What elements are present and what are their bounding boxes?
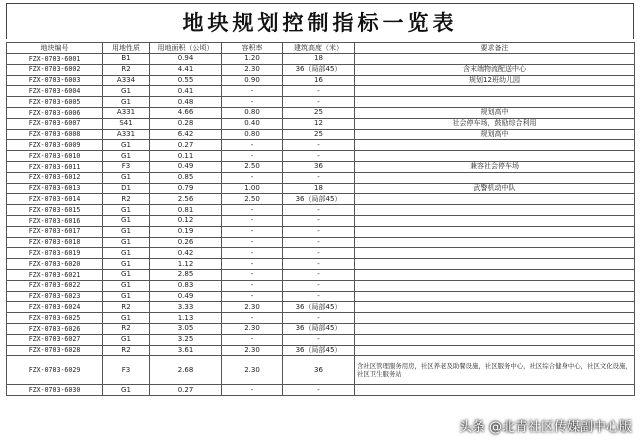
cell-land-use: G1 [103,269,150,280]
cell-area: 3.05 [150,323,222,334]
table-row [7,64,635,75]
cell-height: - [283,172,355,183]
cell-far: 2.30 [222,302,283,313]
table-row [7,385,635,396]
cell-note [355,302,635,313]
cell-far: - [222,226,283,237]
cell-code: FZX-0703-6008 [7,129,103,140]
cell-note [355,313,635,324]
table-row [7,215,635,226]
cell-far: - [222,86,283,97]
cell-land-use: R2 [103,302,150,313]
cell-code: FZX-0703-6025 [7,313,103,324]
cell-note [355,259,635,270]
cell-code: FZX-0703-6023 [7,291,103,302]
cell-height: - [283,248,355,259]
cell-land-use: G1 [103,291,150,302]
cell-height: - [283,313,355,324]
cell-code: FZX-0703-6007 [7,118,103,129]
cell-far: - [222,172,283,183]
table-row [7,302,635,313]
cell-note [355,291,635,302]
cell-height: 12 [283,118,355,129]
table-row [7,291,635,302]
cell-note [355,97,635,108]
table-header-row [7,43,635,54]
cell-area: 2.68 [150,356,222,385]
cell-area: 0.79 [150,183,222,194]
cell-land-use: G1 [103,205,150,216]
table-row [7,313,635,324]
cell-far: - [222,334,283,345]
cell-code: FZX-0703-6022 [7,280,103,291]
cell-far: 2.50 [222,194,283,205]
cell-code: FZX-0703-6005 [7,97,103,108]
cell-code: FZX-0703-6013 [7,183,103,194]
table-row [7,334,635,345]
col-header-area: 用地面积（公顷） [150,43,222,54]
cell-note [355,205,635,216]
cell-area: 0.11 [150,151,222,162]
cell-note [355,226,635,237]
cell-height: - [283,334,355,345]
table-row [7,97,635,108]
cell-height: 18 [283,54,355,65]
table-row [7,172,635,183]
cell-code: FZX-0703-6020 [7,259,103,270]
cell-far: - [222,269,283,280]
cell-far: - [222,248,283,259]
cell-land-use: R2 [103,323,150,334]
cell-area: 0.27 [150,385,222,396]
cell-land-use: G1 [103,313,150,324]
cell-note: 社会停车场，鼓励综合利用 [355,118,635,129]
cell-area: 0.55 [150,75,222,86]
cell-land-use: G1 [103,248,150,259]
table-row [7,345,635,356]
cell-note [355,54,635,65]
cell-note: 规划12班幼儿园 [355,75,635,86]
cell-area: 4.66 [150,107,222,118]
cell-code: FZX-0703-6011 [7,161,103,172]
cell-code: FZX-0703-6006 [7,107,103,118]
cell-note [355,237,635,248]
cell-note [355,323,635,334]
cell-code: FZX-0703-6003 [7,75,103,86]
cell-note [355,86,635,97]
cell-code: FZX-0703-6012 [7,172,103,183]
cell-land-use: G1 [103,97,150,108]
cell-code: FZX-0703-6021 [7,269,103,280]
cell-area: 0.19 [150,226,222,237]
cell-far: - [222,140,283,151]
cell-height: - [283,226,355,237]
col-header-height: 建筑高度（米） [283,43,355,54]
watermark: 头条 @北青社区传媒副中心版 [458,420,632,435]
cell-area: 0.26 [150,237,222,248]
cell-code: FZX-0703-6019 [7,248,103,259]
cell-height: 18 [283,183,355,194]
cell-land-use: D1 [103,183,150,194]
table-row [7,161,635,172]
cell-note: 含社区管理服务用房，社区养老及助餐设施，社区服务中心，社区综合健身中心，社区文化设施，社区卫生服务站 [355,356,635,385]
table-row [7,183,635,194]
cell-land-use: G1 [103,334,150,345]
cell-height: - [283,215,355,226]
cell-code: FZX-0703-6009 [7,140,103,151]
cell-area: 0.42 [150,248,222,259]
cell-note [355,215,635,226]
cell-far: 2.30 [222,323,283,334]
cell-land-use: B1 [103,54,150,65]
cell-area: 0.12 [150,215,222,226]
cell-land-use: S41 [103,118,150,129]
cell-far: - [222,151,283,162]
cell-height: 36（局部45） [283,323,355,334]
cell-far: - [222,291,283,302]
cell-far: 2.30 [222,64,283,75]
table-row [7,54,635,65]
table-row [7,107,635,118]
cell-far: - [222,97,283,108]
cell-code: FZX-0703-6015 [7,205,103,216]
table-row [7,86,635,97]
cell-area: 0.49 [150,161,222,172]
cell-area: 0.28 [150,118,222,129]
cell-height: - [283,291,355,302]
cell-code: FZX-0703-6027 [7,334,103,345]
cell-far: 2.50 [222,161,283,172]
cell-far: 1.00 [222,183,283,194]
cell-height: 36（局部45） [283,64,355,75]
cell-area: 0.94 [150,54,222,65]
cell-area: 2.85 [150,269,222,280]
cell-far: 0.80 [222,107,283,118]
cell-far: 0.90 [222,75,283,86]
cell-note: 规划高中 [355,129,635,140]
cell-area: 3.33 [150,302,222,313]
cell-land-use: G1 [103,237,150,248]
cell-height: 25 [283,107,355,118]
col-header-code: 地块编号 [7,43,103,54]
cell-far: 1.20 [222,54,283,65]
cell-land-use: F3 [103,161,150,172]
cell-far: 0.40 [222,118,283,129]
cell-area: 0.83 [150,280,222,291]
cell-far: 2.30 [222,356,283,385]
cell-height: - [283,97,355,108]
cell-note [355,248,635,259]
cell-land-use: G1 [103,172,150,183]
cell-code: FZX-0703-6029 [7,356,103,385]
col-header-note: 要求备注 [355,43,635,54]
cell-code: FZX-0703-6014 [7,194,103,205]
cell-code: FZX-0703-6024 [7,302,103,313]
cell-area: 0.27 [150,140,222,151]
col-header-far: 容积率 [222,43,283,54]
cell-far: - [222,385,283,396]
cell-area: 0.41 [150,86,222,97]
table-row [7,140,635,151]
cell-area: 3.25 [150,334,222,345]
title-band [6,3,634,39]
cell-code: FZX-0703-6010 [7,151,103,162]
cell-land-use: A331 [103,107,150,118]
cell-note: 含末端物流配送中心 [355,64,635,75]
table-row [7,259,635,270]
cell-area: 6.42 [150,129,222,140]
cell-code: FZX-0703-6016 [7,215,103,226]
cell-height: - [283,259,355,270]
cell-height: - [283,280,355,291]
table-row [7,118,635,129]
cell-height: 36 [283,161,355,172]
cell-far: - [222,280,283,291]
cell-area: 4.41 [150,64,222,75]
cell-height: - [283,237,355,248]
cell-note: 武警机动中队 [355,183,635,194]
cell-land-use: G1 [103,259,150,270]
cell-area: 1.13 [150,313,222,324]
cell-area: 0.85 [150,172,222,183]
cell-height: - [283,205,355,216]
cell-area: 2.56 [150,194,222,205]
cell-height: 16 [283,75,355,86]
cell-far: - [222,259,283,270]
cell-area: 0.81 [150,205,222,216]
cell-height: - [283,385,355,396]
cell-note [355,172,635,183]
cell-land-use: G1 [103,140,150,151]
table-row [7,194,635,205]
cell-area: 0.48 [150,97,222,108]
cell-note [355,345,635,356]
table-row [7,75,635,86]
table-row [7,151,635,162]
cell-area: 3.61 [150,345,222,356]
cell-code: FZX-0703-6028 [7,345,103,356]
cell-note [355,385,635,396]
cell-code: FZX-0703-6026 [7,323,103,334]
cell-height: - [283,151,355,162]
cell-note [355,194,635,205]
cell-code: FZX-0703-6030 [7,385,103,396]
cell-area: 0.49 [150,291,222,302]
cell-far: - [222,205,283,216]
cell-height: 36（局部45） [283,194,355,205]
cell-height: - [283,269,355,280]
cell-note [355,151,635,162]
table-row [7,237,635,248]
cell-far: 0.80 [222,129,283,140]
table-row [7,280,635,291]
cell-land-use: R2 [103,64,150,75]
cell-land-use: R2 [103,345,150,356]
cell-land-use: G1 [103,86,150,97]
cell-note [355,280,635,291]
table-row [7,226,635,237]
cell-height: - [283,86,355,97]
table-row [7,269,635,280]
table-title: 地块规划控制指标一览表 [182,9,458,35]
table-row [7,323,635,334]
cell-land-use: R2 [103,194,150,205]
cell-land-use: G1 [103,280,150,291]
cell-land-use: G1 [103,385,150,396]
cell-far: - [222,215,283,226]
cell-height: 36（局部45） [283,302,355,313]
cell-height: 36 [283,356,355,385]
cell-land-use: A331 [103,129,150,140]
cell-code: FZX-0703-6018 [7,237,103,248]
table-row [7,356,635,385]
cell-note [355,334,635,345]
table-row [7,248,635,259]
table-row [7,129,635,140]
cell-code: FZX-0703-6001 [7,54,103,65]
cell-far: - [222,237,283,248]
cell-height: 36（局部45） [283,345,355,356]
cell-land-use: G1 [103,215,150,226]
cell-land-use: F3 [103,356,150,385]
cell-land-use: G1 [103,226,150,237]
cell-area: 1.12 [150,259,222,270]
cell-code: FZX-0703-6017 [7,226,103,237]
cell-note: 规划高中 [355,107,635,118]
cell-land-use: A334 [103,75,150,86]
cell-note [355,140,635,151]
cell-note: 兼容社会停车场 [355,161,635,172]
cell-note [355,269,635,280]
col-header-use: 用地性质 [103,43,150,54]
cell-far: 2.30 [222,345,283,356]
cell-code: FZX-0703-6002 [7,64,103,75]
table-row [7,205,635,216]
cell-height: - [283,140,355,151]
cell-code: FZX-0703-6004 [7,86,103,97]
control-index-table [6,42,635,396]
cell-height: 25 [283,129,355,140]
cell-land-use: G1 [103,151,150,162]
cell-far: - [222,313,283,324]
